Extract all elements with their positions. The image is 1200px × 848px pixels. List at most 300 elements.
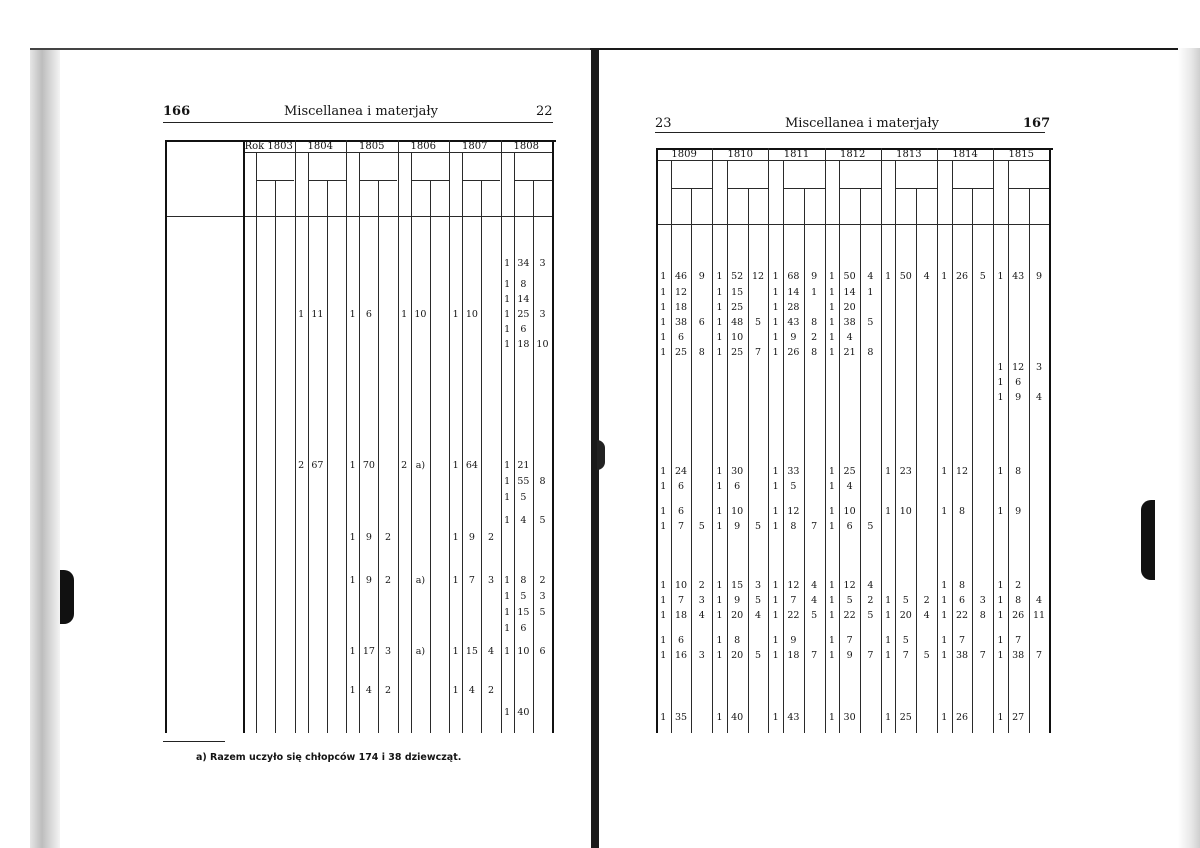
teachers-header <box>501 151 513 212</box>
boys-value: 26 <box>787 347 800 358</box>
boys-value: a) <box>415 460 426 471</box>
girls-header <box>1033 192 1045 216</box>
boys-value: 22 <box>787 610 800 621</box>
teacher-divider <box>839 160 840 733</box>
teachers-value: 1 <box>997 635 1004 646</box>
girls-value: 4 <box>754 610 761 621</box>
boys-value: 38 <box>1012 650 1025 661</box>
girls-value: 11 <box>1032 610 1046 621</box>
teachers-value: 1 <box>504 575 511 586</box>
girls-header <box>433 184 445 208</box>
teacher-divider <box>256 152 257 733</box>
teachers-value: 1 <box>941 635 948 646</box>
teachers-header <box>994 159 1006 222</box>
teachers-value: 1 <box>828 302 835 313</box>
teachers-header <box>244 151 256 212</box>
teachers-value: 1 <box>660 506 667 517</box>
teachers-value: 1 <box>716 466 723 477</box>
teachers-value: 1 <box>941 610 948 621</box>
teachers-value: 1 <box>772 595 779 606</box>
boys-value: 10 <box>465 309 478 320</box>
girls-value: 4 <box>811 580 818 591</box>
girls-header <box>536 184 548 208</box>
boys-value: 30 <box>843 712 856 723</box>
boys-value: 7 <box>846 635 853 646</box>
girls-value: 5 <box>979 271 986 282</box>
teachers-value: 1 <box>716 302 723 313</box>
girls-value: 2 <box>867 595 874 606</box>
teachers-value: 1 <box>828 332 835 343</box>
boys-value: 43 <box>1012 271 1025 282</box>
boys-value: 4 <box>846 481 853 492</box>
boys-value: 43 <box>787 317 800 328</box>
boys-value: 10 <box>899 506 912 517</box>
boys-value: 5 <box>846 595 853 606</box>
girls-header <box>921 192 933 216</box>
teachers-value: 1 <box>660 287 667 298</box>
boys-value: 38 <box>674 317 688 328</box>
girls-value: 2 <box>539 575 546 586</box>
girls-value: 7 <box>979 650 986 661</box>
boys-value: 6 <box>520 324 527 335</box>
header-bottom-rule <box>656 224 1049 225</box>
girls-value: 3 <box>539 258 546 269</box>
teachers-value: 1 <box>772 287 779 298</box>
teachers-value: 1 <box>941 466 948 477</box>
boys-value: 35 <box>674 712 688 723</box>
boys-value: 68 <box>787 271 800 282</box>
girls-value: 3 <box>384 646 391 657</box>
teachers-value: 1 <box>349 460 356 471</box>
teachers-value: 1 <box>504 339 511 350</box>
teachers-value: 1 <box>716 332 723 343</box>
girls-value: 3 <box>487 575 494 586</box>
teachers-value: 1 <box>941 271 948 282</box>
teachers-value: 1 <box>716 635 723 646</box>
teachers-value: 1 <box>772 317 779 328</box>
teachers-value: 1 <box>298 309 305 320</box>
girls-header <box>279 184 291 208</box>
right-page-top-edge <box>588 48 1200 50</box>
boys-value: 6 <box>677 332 685 343</box>
teachers-value: 1 <box>997 506 1004 517</box>
teachers-value: 1 <box>504 258 511 269</box>
boys-value: 50 <box>899 271 912 282</box>
boys-header <box>731 192 743 216</box>
girls-value: 2 <box>698 580 705 591</box>
boys-value: 6 <box>734 481 741 492</box>
boys-value: 5 <box>790 481 797 492</box>
teacher-divider <box>1008 160 1009 733</box>
teachers-value: 1 <box>716 595 723 606</box>
girls-value: 2 <box>384 575 391 586</box>
year-label: 1813 <box>896 149 922 160</box>
boys-value: 21 <box>843 347 856 358</box>
teachers-value: 1 <box>660 595 667 606</box>
boys-value: 70 <box>362 460 375 471</box>
boys-value: 10 <box>517 646 530 657</box>
teachers-value: 1 <box>660 635 667 646</box>
boys-value: 26 <box>955 712 969 723</box>
girls-value: 10 <box>536 339 549 350</box>
teachers-value: 1 <box>885 595 892 606</box>
girls-value: 8 <box>811 317 818 328</box>
teacher-divider <box>671 160 672 733</box>
girls-value: 5 <box>923 650 930 661</box>
girls-value: 4 <box>487 646 494 657</box>
teachers-value: 1 <box>997 466 1004 477</box>
girls-value: 3 <box>698 595 705 606</box>
boys-value: 25 <box>843 466 856 477</box>
girls-value: 1 <box>811 287 818 298</box>
teachers-value: 1 <box>660 347 667 358</box>
boys-value: 27 <box>1012 712 1025 723</box>
teacher-divider <box>895 160 896 733</box>
girls-value: 5 <box>867 521 874 532</box>
teachers-value: 2 <box>298 460 305 471</box>
teachers-header <box>398 151 410 212</box>
right-section-number: 23 <box>655 116 672 131</box>
boys-value: 9 <box>790 635 797 646</box>
teachers-value: 1 <box>997 271 1004 282</box>
girls-value: 5 <box>539 515 546 526</box>
boys-value: 46 <box>674 271 688 282</box>
girls-value: 1 <box>867 287 874 298</box>
boys-value: 4 <box>468 685 475 696</box>
year-label: 1804 <box>307 141 333 152</box>
teachers-value: 1 <box>885 271 892 282</box>
boys-value: 8 <box>520 575 527 586</box>
girls-value: 5 <box>754 521 761 532</box>
boys-value: 4 <box>365 685 372 696</box>
girls-value: 5 <box>867 317 874 328</box>
teachers-value: 1 <box>828 287 835 298</box>
teachers-value: 1 <box>349 646 356 657</box>
year-label: 1805 <box>359 141 385 152</box>
girls-value: 4 <box>923 271 930 282</box>
boys-value: 16 <box>674 650 688 661</box>
girls-value: 4 <box>811 595 818 606</box>
girls-value: 4 <box>867 580 874 591</box>
girls-value: 5 <box>811 610 818 621</box>
teachers-value: 1 <box>452 309 459 320</box>
teachers-value: 1 <box>997 650 1004 661</box>
boys-value: 24 <box>674 466 688 477</box>
teachers-value: 1 <box>828 521 835 532</box>
boys-value: 7 <box>677 521 685 532</box>
boys-value: 20 <box>899 610 912 621</box>
boys-value: 6 <box>958 595 966 606</box>
teachers-value: 1 <box>828 506 835 517</box>
teachers-value: 1 <box>772 506 779 517</box>
boys-value: 6 <box>677 506 685 517</box>
boys-value: 34 <box>517 258 530 269</box>
girls-value: 2 <box>487 685 494 696</box>
teachers-value: 1 <box>660 332 667 343</box>
girls-value: 2 <box>487 532 494 543</box>
year-value: 1803 <box>267 141 293 152</box>
teachers-value: 1 <box>828 317 835 328</box>
boys-value: 2 <box>1015 580 1022 591</box>
teachers-value: 1 <box>997 712 1004 723</box>
teachers-value: 1 <box>660 712 667 723</box>
left-running-title: Miscellanea i materjały <box>284 104 438 119</box>
table-right-rule <box>552 140 554 733</box>
teachers-value: 1 <box>452 575 459 586</box>
teachers-header <box>450 151 462 212</box>
boys-value: 30 <box>731 466 744 477</box>
girls-header <box>696 192 708 216</box>
teachers-value: 1 <box>504 646 511 657</box>
teachers-value: 1 <box>660 580 667 591</box>
teachers-header <box>657 159 669 222</box>
teachers-value: 1 <box>504 324 511 335</box>
girls-value: 2 <box>384 532 391 543</box>
table-right-rule <box>1049 148 1051 733</box>
left-header-rule <box>163 122 553 123</box>
boys-value: 6 <box>846 521 853 532</box>
boys-header <box>517 184 529 208</box>
teacher-divider <box>783 160 784 733</box>
teachers-value: 1 <box>828 271 835 282</box>
boys-value: 20 <box>843 302 856 313</box>
teachers-value: 1 <box>941 595 948 606</box>
girls-value: 3 <box>539 309 546 320</box>
teachers-value: 1 <box>452 685 459 696</box>
boys-value: 43 <box>787 712 800 723</box>
boys-value: 40 <box>731 712 744 723</box>
teachers-value: 1 <box>772 712 779 723</box>
boys-value: 8 <box>958 506 966 517</box>
boys-value: 6 <box>365 309 372 320</box>
boys-value: 28 <box>787 302 800 313</box>
boys-value: 22 <box>955 610 969 621</box>
year-label: 1806 <box>410 141 436 152</box>
boys-value: 8 <box>734 635 741 646</box>
girls-value: 6 <box>698 317 705 328</box>
teachers-value: 1 <box>401 309 408 320</box>
boys-header <box>956 192 968 216</box>
year-label: 1810 <box>727 149 753 160</box>
teachers-value: 1 <box>716 506 723 517</box>
teachers-value: 1 <box>997 580 1004 591</box>
year-divider <box>346 140 347 733</box>
year-label: 1811 <box>783 149 810 160</box>
left-page-top-edge <box>30 48 590 50</box>
girls-value: 5 <box>867 610 874 621</box>
year-divider <box>501 140 502 733</box>
teachers-value: 1 <box>941 580 948 591</box>
boys-header <box>466 184 478 208</box>
sex-divider <box>430 180 431 733</box>
girls-value: 8 <box>867 347 874 358</box>
teachers-value: 1 <box>828 466 835 477</box>
teachers-value: 1 <box>772 271 779 282</box>
teachers-value: 1 <box>716 712 723 723</box>
sex-divider <box>275 180 276 733</box>
boys-value: 25 <box>731 302 744 313</box>
right-page-outer-edge <box>1178 48 1200 848</box>
boys-value: 6 <box>1015 377 1022 388</box>
boys-value: 26 <box>955 271 969 282</box>
boys-header <box>1012 192 1024 216</box>
boys-value: 5 <box>902 635 909 646</box>
boys-value: 48 <box>731 317 744 328</box>
teachers-header <box>347 151 359 212</box>
boys-value: 12 <box>787 506 800 517</box>
teachers-value: 1 <box>660 610 667 621</box>
boys-value: 9 <box>734 595 741 606</box>
girls-value: 5 <box>698 521 705 532</box>
teachers-value: 1 <box>716 521 723 532</box>
teachers-header <box>938 159 950 222</box>
teacher-divider <box>952 160 953 733</box>
teachers-value: 1 <box>504 707 511 718</box>
teachers-value: 1 <box>660 271 667 282</box>
boys-value: 20 <box>731 610 744 621</box>
boys-value: 50 <box>843 271 856 282</box>
teacher-divider <box>308 152 309 733</box>
girls-header <box>330 184 342 208</box>
boys-value: 55 <box>517 476 530 487</box>
boys-value: 25 <box>899 712 912 723</box>
girls-header <box>864 192 876 216</box>
year-label: 1815 <box>1008 149 1034 160</box>
boys-value: 33 <box>787 466 800 477</box>
boys-value: 18 <box>674 302 688 313</box>
boys-value: 7 <box>958 635 966 646</box>
boys-value: a) <box>415 575 426 586</box>
teachers-value: 2 <box>401 460 408 471</box>
boys-header <box>311 184 323 208</box>
teachers-value: 1 <box>504 607 511 618</box>
boys-value: 18 <box>787 650 800 661</box>
boys-value: 25 <box>674 347 688 358</box>
boys-value: 52 <box>731 271 744 282</box>
table-left-rule <box>165 140 167 733</box>
teachers-value: 1 <box>885 506 892 517</box>
teachers-value: 1 <box>941 506 948 517</box>
boys-value: 12 <box>955 466 969 477</box>
teachers-header <box>826 159 838 222</box>
teachers-value: 1 <box>504 492 511 503</box>
teachers-value: 1 <box>772 521 779 532</box>
teachers-value: 1 <box>660 317 667 328</box>
teachers-value: 1 <box>660 521 667 532</box>
girls-value: 3 <box>979 595 986 606</box>
teachers-value: 1 <box>885 712 892 723</box>
teachers-value: 1 <box>828 481 835 492</box>
boys-value: 9 <box>1015 392 1022 403</box>
boys-value: 25 <box>517 309 530 320</box>
boys-value: 12 <box>674 287 688 298</box>
boys-value: 17 <box>362 646 375 657</box>
teachers-value: 1 <box>997 610 1004 621</box>
boys-value: 67 <box>311 460 324 471</box>
girls-value: 8 <box>698 347 705 358</box>
teachers-value: 1 <box>504 515 511 526</box>
teachers-value: 1 <box>504 460 511 471</box>
teachers-value: 1 <box>504 591 511 602</box>
teachers-value: 1 <box>772 347 779 358</box>
year-prefix: Rok <box>244 141 268 152</box>
boys-value: 40 <box>517 707 530 718</box>
boys-value: 38 <box>843 317 856 328</box>
girls-value: 12 <box>751 271 765 282</box>
left-section-number: 22 <box>536 104 553 119</box>
boys-value: 23 <box>899 466 912 477</box>
teachers-value: 1 <box>997 595 1004 606</box>
boys-value: 12 <box>787 580 800 591</box>
teachers-value: 1 <box>504 476 511 487</box>
girls-value: 3 <box>539 591 546 602</box>
girls-value: 5 <box>754 595 761 606</box>
boys-value: 9 <box>365 532 372 543</box>
teachers-value: 1 <box>660 466 667 477</box>
girls-value: 7 <box>867 650 874 661</box>
teachers-value: 1 <box>504 623 511 634</box>
teachers-value: 1 <box>504 294 511 305</box>
teachers-value: 1 <box>716 580 723 591</box>
year-label: 1807 <box>462 141 488 152</box>
boys-value: 20 <box>731 650 744 661</box>
boys-value: 4 <box>846 332 853 343</box>
year-divider <box>243 140 245 733</box>
teachers-header <box>713 159 725 222</box>
girls-value: 4 <box>867 271 874 282</box>
teachers-value: 1 <box>828 580 835 591</box>
teachers-value: 1 <box>828 610 835 621</box>
boys-value: 12 <box>1012 362 1025 373</box>
boys-value: 6 <box>677 635 685 646</box>
boys-value: 15 <box>731 287 744 298</box>
boys-value: 5 <box>520 492 527 503</box>
girls-value: 4 <box>1035 392 1042 403</box>
boys-value: 15 <box>465 646 478 657</box>
boys-value: 9 <box>365 575 372 586</box>
boys-value: 10 <box>731 332 744 343</box>
boys-value: 9 <box>790 332 797 343</box>
girls-value: 8 <box>979 610 986 621</box>
teachers-value: 1 <box>997 392 1004 403</box>
boys-value: 14 <box>787 287 800 298</box>
boys-value: 9 <box>468 532 475 543</box>
teachers-value: 1 <box>885 466 892 477</box>
year-divider <box>398 140 399 733</box>
teachers-value: 1 <box>772 610 779 621</box>
boys-value: 64 <box>465 460 478 471</box>
teachers-value: 1 <box>772 466 779 477</box>
girls-header <box>977 192 989 216</box>
binding-mark <box>597 440 605 470</box>
teachers-value: 1 <box>716 317 723 328</box>
boys-value: 8 <box>958 580 966 591</box>
boys-value: 15 <box>731 580 744 591</box>
boys-value: 6 <box>520 623 527 634</box>
boys-value: 5 <box>902 595 909 606</box>
left-page-number: 166 <box>163 104 191 119</box>
boys-value: 21 <box>517 460 530 471</box>
boys-value: 15 <box>517 607 530 618</box>
teachers-header <box>770 159 782 222</box>
teachers-value: 1 <box>349 309 356 320</box>
girls-value: 8 <box>539 476 546 487</box>
girls-value: 7 <box>1035 650 1042 661</box>
teachers-value: 1 <box>349 575 356 586</box>
boys-value: 18 <box>674 610 688 621</box>
year-label: 1809 <box>671 149 697 160</box>
teachers-value: 1 <box>716 287 723 298</box>
